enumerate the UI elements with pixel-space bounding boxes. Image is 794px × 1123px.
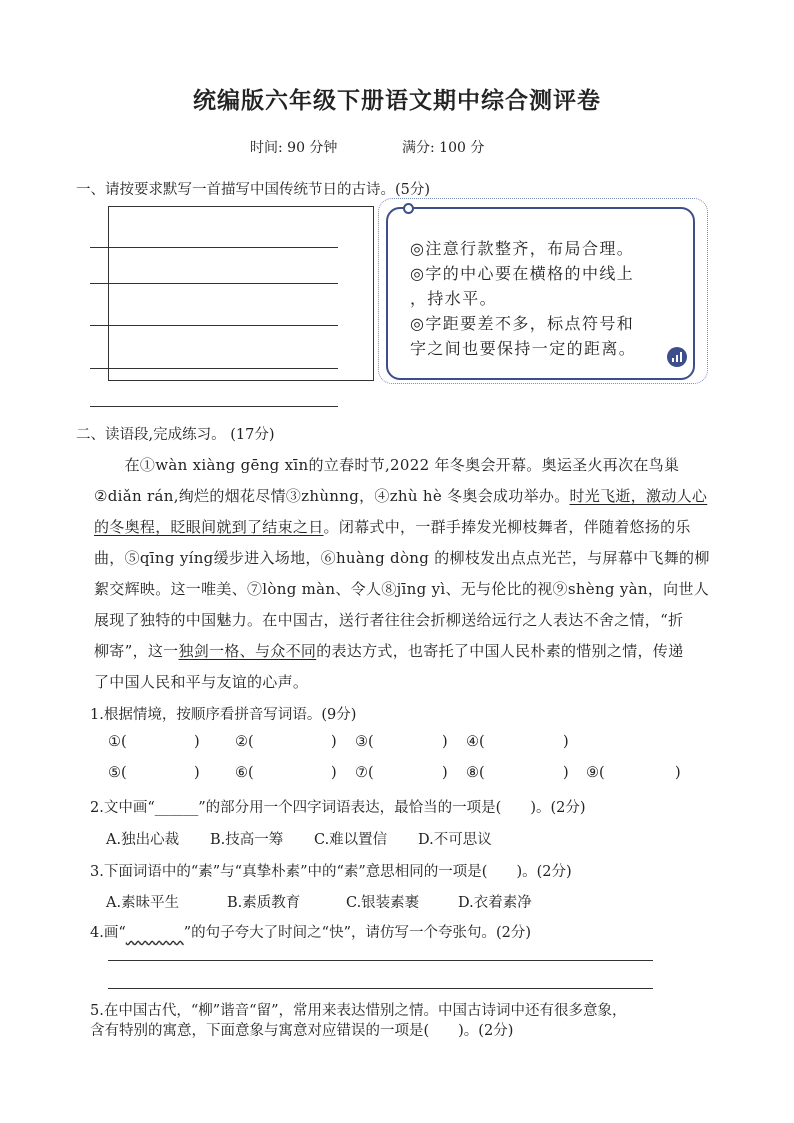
q1-heading: 一、请按要求默写一首描写中国传统节日的古诗。(5分) <box>76 182 431 198</box>
passage-line-7-text-b: 的表达方式，也寄托了中国人民朴素的惜别之情，传递 <box>316 642 684 660</box>
sub2-option-b[interactable]: B.技高一筹 <box>210 832 284 848</box>
answer-line-5[interactable] <box>90 406 338 407</box>
sub4-prefix: 4.画“ <box>90 925 126 941</box>
answer-line-3[interactable] <box>90 325 338 326</box>
sub4-answer-line-2[interactable] <box>108 988 653 989</box>
signal-icon <box>666 346 688 368</box>
answer-line-4[interactable] <box>90 368 338 369</box>
blank-8-open: ⑧( <box>466 765 485 781</box>
sub2-option-a[interactable]: A.独出心裁 <box>106 832 180 848</box>
sub3-option-d[interactable]: D.衣着素净 <box>458 895 532 911</box>
blank-7-close: ) <box>442 765 448 781</box>
blank-6-open: ⑥( <box>235 765 254 781</box>
passage-line-3 <box>94 516 720 537</box>
answer-line-1[interactable] <box>90 247 338 248</box>
tip-line-3: ，持水平。 <box>410 289 498 308</box>
q2-heading: 二、读语段,完成练习。 (17分) <box>76 427 275 443</box>
underlined-phrase-2: 的冬奥程，眨眼间就到了结束之日 <box>94 518 324 536</box>
tip-line-2: ◎字的中心要在横格的中线上 <box>410 264 635 283</box>
blank-4-open: ④( <box>466 734 485 750</box>
blank-3-close: ) <box>442 734 448 750</box>
blank-1-open: ①( <box>108 734 127 750</box>
blank-5-close: ) <box>194 765 200 781</box>
blank-1-close: ) <box>194 734 200 750</box>
answer-line-2[interactable] <box>90 283 338 284</box>
page-title: 统编版六年级下册语文期中综合测评卷 <box>193 87 601 114</box>
passage-line-1: 在①wàn xiàng gēng xīn的立春时节,2022 年冬奥会开幕。奥运圣火再次在鸟巢 <box>94 456 680 474</box>
blank-9-open: ⑨( <box>586 765 605 781</box>
tip-line-5: 字之间也要保持一定的距离。 <box>410 339 637 358</box>
passage-line-3-text: 。闭幕式中，一群手捧发光柳枝舞者，伴随着悠扬的乐 <box>323 518 691 536</box>
passage-line-7-text-a: 柳寄”，这一 <box>94 642 179 660</box>
passage-line-2-text: ②diǎn rán,绚烂的烟花尽情③zhùnng，④zhù hè 冬奥会成功举办。 <box>94 487 570 505</box>
passage-line-5: 絮交辉映。这一唯美、⑦lòng màn、令人⑧jīng yì、无与伦比的视⑨shèng yàn，向世人 <box>94 580 710 598</box>
exam-score: 满分: 100 分 <box>402 140 485 156</box>
blank-7-open: ⑦( <box>355 765 374 781</box>
exam-time: 时间: 90 分钟 <box>250 140 338 156</box>
sub2-prompt: 2.文中画“______”的部分用一个四字词语表达，最恰当的一项是( )。(2分) <box>90 800 586 816</box>
blank-2-close: ) <box>331 734 337 750</box>
blank-8-close: ) <box>563 765 569 781</box>
tip-line-4: ◎字距要差不多，标点符号和 <box>410 314 635 333</box>
sub2-option-d[interactable]: D.不可思议 <box>418 832 492 848</box>
sub4-answer-line-1[interactable] <box>108 960 653 961</box>
passage-line-6: 展现了独特的中国魅力。在中国古，送行者往往会折柳送给远行之人表达不舍之情，“折 <box>94 611 684 629</box>
sub2-option-c[interactable]: C.难以置信 <box>314 832 388 848</box>
sub1-prompt: 1.根据情境，按顺序看拼音写词语。(9分) <box>90 707 357 723</box>
tip-line-1: ◎注意行款整齐，布局合理。 <box>410 239 635 258</box>
passage-line-2 <box>94 485 720 506</box>
pin-icon <box>403 203 414 214</box>
sub3-option-a[interactable]: A.素昧平生 <box>106 895 180 911</box>
blank-5-open: ⑤( <box>108 765 127 781</box>
blank-2-open: ②( <box>235 734 254 750</box>
passage-line-4: 曲，⑤qīng yíng缓步进入场地，⑥huàng dòng 的柳枝发出点点光芒，与屏幕中飞舞的柳 <box>94 549 710 567</box>
sub4-suffix: ”的句子夸大了时间之“快”，请仿写一个夸张句。(2分) <box>183 925 532 941</box>
passage-line-7 <box>94 640 720 661</box>
underlined-phrase-1: 时光飞逝，激动人心 <box>569 487 708 505</box>
sub5-prompt-line-1: 5.在中国古代，“柳”谐音“留”，常用来表达惜别之情。中国古诗词中还有很多意象， <box>90 1003 627 1019</box>
underlined-phrase-3: 独剑一格、与众不同 <box>178 642 317 660</box>
sub4-wavy-mark <box>126 925 184 941</box>
sub3-prompt: 3.下面词语中的“素”与“真挚朴素”中的“素”意思相同的一项是( )。(2分) <box>90 864 572 880</box>
sub3-option-b[interactable]: B.素质教育 <box>227 895 301 911</box>
sub4-prompt <box>90 921 531 942</box>
passage-line-8: 了中国人民和平与友谊的心声。 <box>94 673 309 691</box>
blank-3-open: ③( <box>355 734 374 750</box>
sub3-option-c[interactable]: C.银装素裹 <box>346 895 420 911</box>
blank-6-close: ) <box>331 765 337 781</box>
blank-4-close: ) <box>563 734 569 750</box>
writing-grid <box>108 206 374 381</box>
blank-9-close: ) <box>675 765 681 781</box>
sub5-prompt-line-2: 含有特别的寓意，下面意象与寓意对应错误的一项是( )。(2分) <box>90 1023 514 1039</box>
